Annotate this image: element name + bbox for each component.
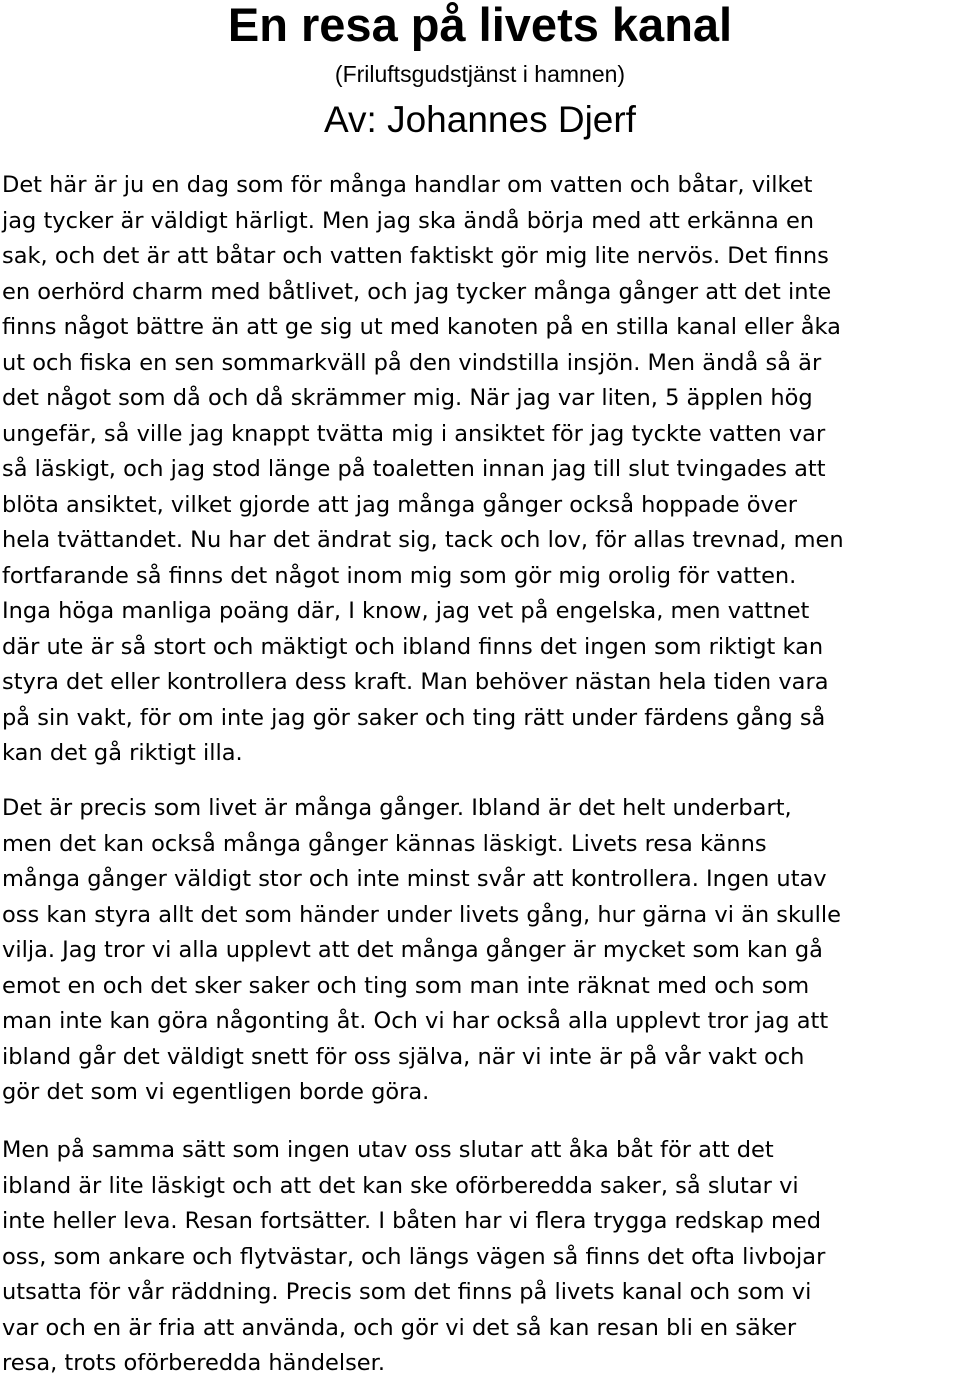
document-title: En resa på livets kanal bbox=[227, 0, 733, 51]
text-line: gör det som vi egentligen borde göra. bbox=[2, 1079, 430, 1105]
text-line: kan det gå riktigt illa. bbox=[2, 740, 243, 766]
text-line: var och en är fria att använda, och gör vi det så kan resan bli en säker bbox=[2, 1314, 797, 1341]
text-line: så läskigt, och jag stod länge på toaletten innan jag till slut tvingades att bbox=[2, 456, 826, 482]
text-line: oss, som ankare och flytvästar, och längs vägen så finns det ofta livbojar bbox=[2, 1243, 826, 1270]
paragraph-1 bbox=[2, 168, 844, 772]
text-line: ut och fiska en sen sommarkväll på den vindstilla insjön. Men ändå så är bbox=[2, 349, 822, 376]
text-line: men det kan också många gånger kännas läskigt. Livets resa känns bbox=[2, 830, 767, 857]
text-line: jag tycker är väldigt härligt. Men jag ska ändå börja med att erkänna en bbox=[2, 207, 815, 234]
text-line: en oerhörd charm med båtlivet, och jag tycker många gånger att det inte bbox=[2, 278, 832, 305]
text-line: hela tvättandet. Nu har det ändrat sig, tack och lov, för allas trevnad, men bbox=[2, 527, 844, 553]
document-subtitle: (Friluftsgudstjänst i hamnen) bbox=[334, 61, 626, 87]
text-line: ibland är lite läskigt och att det kan ske oförberedda saker, så slutar vi bbox=[2, 1172, 799, 1199]
text-line: resa, trots oförberedda händelser. bbox=[2, 1350, 385, 1376]
paragraph-3 bbox=[2, 1133, 825, 1382]
text-line: Inga höga manliga poäng där, I know, jag vet på engelska, men vattnet bbox=[2, 598, 810, 624]
paragraph-2 bbox=[2, 791, 841, 1111]
text-line: ungefär, så ville jag knappt tvätta mig i ansiktet för jag tyckte vatten var bbox=[2, 420, 826, 447]
text-line: Det här är ju en dag som för många handlar om vatten och båtar, vilket bbox=[2, 172, 813, 198]
text-line: Det är precis som livet är många gånger. Ibland är det helt underbart, bbox=[2, 795, 792, 821]
text-line: oss kan styra allt det som händer under livets gång, hur gärna vi än skulle bbox=[2, 901, 841, 928]
text-line: det något som då och då skrämmer mig. När jag var liten, 5 äpplen hög bbox=[2, 385, 813, 411]
text-line: många gånger väldigt stor och inte minst svår att kontrollera. Ingen utav bbox=[2, 866, 827, 892]
text-line: ibland går det väldigt snett för oss själva, när vi inte är på vår vakt och bbox=[2, 1043, 805, 1070]
text-line: man inte kan göra någonting åt. Och vi har också alla upplevt tror jag att bbox=[2, 1008, 829, 1034]
document-author: Av: Johannes Djerf bbox=[324, 99, 636, 140]
text-line: där ute är så stort och mäktigt och ibland finns det ingen som riktigt kan bbox=[2, 633, 824, 660]
text-line: fortfarande så finns det något inom mig som gör mig orolig för vatten. bbox=[2, 562, 797, 589]
text-line: blöta ansiktet, vilket gjorde att jag många gånger också hoppade över bbox=[2, 491, 797, 518]
text-line: inte heller leva. Resan fortsätter. I båten har vi flera trygga redskap med bbox=[2, 1208, 822, 1234]
text-line: vilja. Jag tror vi alla upplevt att det många gånger är mycket som kan gå bbox=[2, 937, 823, 963]
text-line: på sin vakt, för om inte jag gör saker och ting rätt under färdens gång så bbox=[2, 704, 826, 731]
text-line: emot en och det sker saker och ting som man inte räknat med och som bbox=[2, 972, 810, 999]
text-line: Men på samma sätt som ingen utav oss slutar att åka båt för att det bbox=[2, 1137, 774, 1163]
text-line: utsatta för vår räddning. Precis som det finns på livets kanal och som vi bbox=[2, 1279, 812, 1305]
text-line: finns något bättre än att ge sig ut med kanoten på en stilla kanal eller åka bbox=[2, 314, 841, 340]
text-line: sak, och det är att båtar och vatten faktiskt gör mig lite nervös. Det finns bbox=[2, 243, 829, 269]
text-line: styra det eller kontrollera dess kraft. Man behöver nästan hela tiden vara bbox=[2, 669, 829, 695]
